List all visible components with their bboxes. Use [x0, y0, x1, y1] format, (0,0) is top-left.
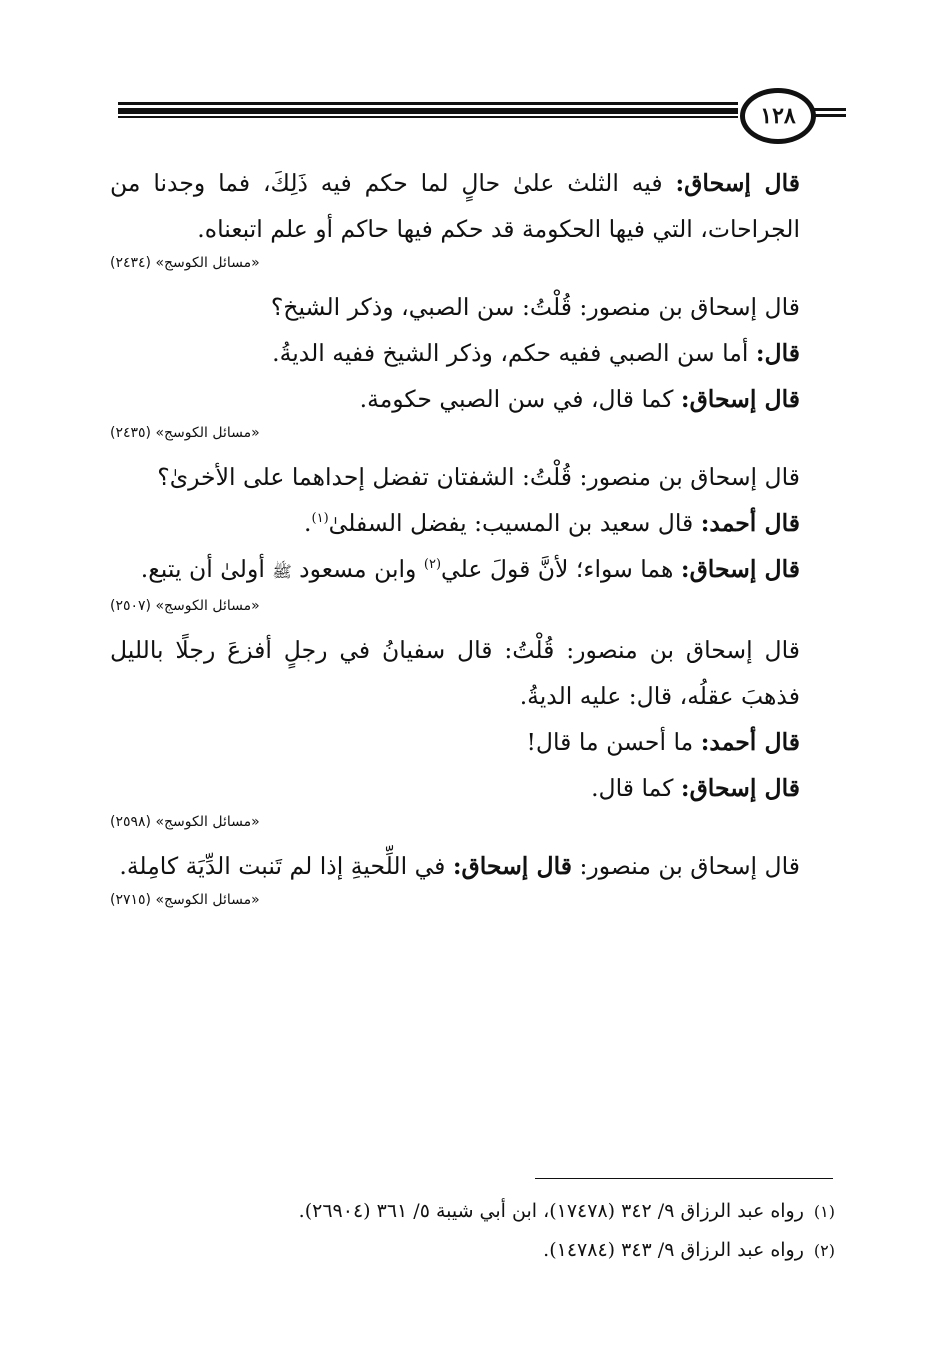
page-header [0, 88, 940, 144]
paragraph [110, 160, 845, 252]
footnote-marker[interactable]: (١) [311, 511, 329, 527]
paragraph [110, 376, 845, 422]
paragraph-text: قال إسحاق بن منصور: قُلْتُ: سن الصبي، وذكر الشيخ؟ [270, 293, 800, 321]
paragraph [110, 765, 845, 811]
paragraph-text: في اللِّحيةِ إذا لم تَنبت الدِّيَة كامِلة. [119, 852, 453, 880]
source-reference: «مسائل الكوسج» (٢٤٣٥) [110, 425, 260, 441]
footnote-text: رواه عبد الرزاق ٩/ ٣٤٢ (١٧٤٧٨)، ابن أبي شيبة ٥/ ٣٦١ (٢٦٩٠٤). [298, 1200, 804, 1222]
speaker-label: قال إسحاق: [680, 385, 800, 413]
speaker-label: قال إسحاق: [680, 555, 800, 583]
paragraph [110, 330, 845, 376]
footnote [110, 1192, 845, 1231]
source-reference: «مسائل الكوسج» (٢٥٩٨) [110, 814, 260, 830]
footnote-number: (١) [813, 1202, 835, 1221]
speaker-label: قال أحمد: [700, 728, 800, 756]
paragraph [110, 719, 845, 765]
footnote-divider [535, 1178, 833, 1179]
paragraph [110, 627, 845, 719]
paragraph-text: فيه الثلث علىٰ حالٍ لما حكم فيه ذَلِكَ، فما وجدنا من الجراحات، التي فيها الحكومة قد حكم فيها حاكم أو علم اتبعناه. [110, 169, 800, 243]
paragraph [110, 843, 845, 889]
source-reference: «مسائل الكوسج» (٢٤٣٤) [110, 255, 260, 271]
paragraph-text: قال إسحاق بن منصور: قُلْتُ: قال سفيانُ في رجلٍ أفزعَ رجلًا بالليل فذهبَ عقلُه، قال: عليه الديةُ. [110, 636, 800, 710]
paragraph-text: أولىٰ أن يتبع. [140, 555, 273, 583]
speaker-label: قال إسحاق: [680, 774, 800, 802]
paragraph [110, 284, 845, 330]
footnote-marker[interactable]: (٢) [423, 557, 442, 573]
source-reference: «مسائل الكوسج» (٢٥٠٧) [110, 598, 260, 614]
speaker-label: قال: [755, 339, 800, 367]
paragraph-text: هما سواء؛ لأنَّ قولَ علي [441, 555, 681, 583]
paragraph-text: أما سن الصبي ففيه حكم، وذكر الشيخ ففيه الديةُ. [272, 339, 756, 367]
footnotes [110, 1192, 845, 1270]
header-rule-right [812, 108, 846, 118]
honorific-icon: ﷺ [272, 562, 292, 581]
header-rule [118, 102, 738, 119]
speaker-label: قال إسحاق: [452, 852, 572, 880]
footnote-number: (٢) [813, 1241, 835, 1260]
paragraph [110, 546, 845, 595]
paragraph-text: قال سعيد بن المسيب: يفضل السفلىٰ [328, 509, 701, 537]
footnote-text: رواه عبد الرزاق ٩/ ٣٤٣ (١٤٧٨٤). [543, 1239, 804, 1261]
speaker-label: قال إسحاق: [675, 169, 800, 197]
paragraph-text: قال إسحاق بن منصور: قُلْتُ: الشفتان تفضل إحداهما على الأخرىٰ؟ [157, 463, 800, 491]
footnote [110, 1231, 845, 1270]
source-reference: «مسائل الكوسج» (٢٧١٥) [110, 892, 260, 908]
paragraph-text: وابن مسعود [291, 555, 424, 583]
speaker-label: قال أحمد: [700, 509, 800, 537]
paragraph-text: كما قال، في سن الصبي حكومة. [359, 385, 681, 413]
paragraph: قال أحمد: قال سعيد بن المسيب: يفضل السفلىٰ$^{(١)}$. [304, 509, 800, 537]
page-number: ١٢٨ [740, 88, 816, 144]
paragraph-text: كما قال. [591, 774, 681, 802]
paragraph-text: ما أحسن ما قال! [526, 728, 701, 756]
paragraph [110, 454, 845, 500]
page-body [110, 160, 845, 921]
paragraph-text: قال إسحاق بن منصور: [571, 852, 800, 880]
